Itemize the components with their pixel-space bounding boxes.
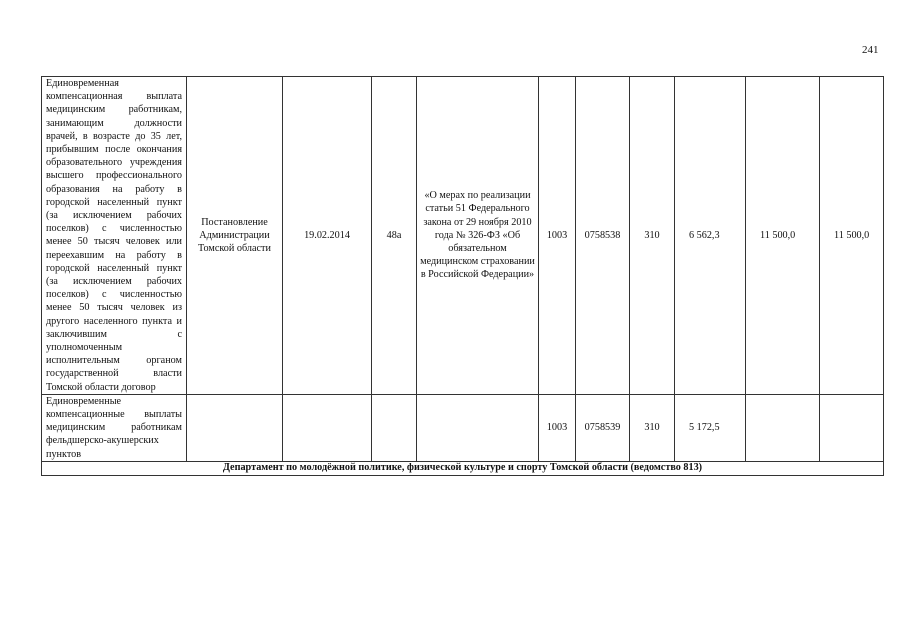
date-cell <box>283 394 372 461</box>
target-article-cell: 0758539 <box>576 394 630 461</box>
page-number: 241 <box>862 44 879 56</box>
sum3-cell: 11 500,0 <box>820 77 884 395</box>
expense-type-cell: 310 <box>630 77 675 395</box>
doc-title-cell: «О мерах по реализации статьи 51 Федерального закона от 29 ноября 2010 года № 326-ФЗ «Об обязательном медицинском страховании в Российской Федерации» <box>417 77 539 395</box>
description-cell: Единовременная компенсационная выплата медицинским работникам, занимающим должности врачей, в возрасте до 35 лет, прибывшим после окончания образовательного учреждения высшего профессионального образования на работу в городской населенный пункт (за исключением рабочих поселков) с численностью менее 50 тысяч человек или переехавшим на работу в городской населенный пункт (за исключением рабочих поселков) с численностью менее 50 тысяч человек из другого населенного пункта и заключившим с уполномоченным исполнительным органом государственной власти Томской области договор <box>42 77 187 395</box>
doc-type-cell: Постановление Администрации Томской области <box>187 77 283 395</box>
department-header: Департамент по молодёжной политике, физической культуре и спорту Томской области (ведомство 813) <box>42 461 884 475</box>
date-cell: 19.02.2014 <box>283 77 372 395</box>
doc-title-cell <box>417 394 539 461</box>
budget-table <box>41 76 884 476</box>
doc-number-cell: 48а <box>372 77 417 395</box>
expense-type-cell: 310 <box>630 394 675 461</box>
department-row <box>42 461 884 475</box>
target-article-cell: 0758538 <box>576 77 630 395</box>
sum3-cell <box>820 394 884 461</box>
section-cell: 1003 <box>539 394 576 461</box>
section-cell: 1003 <box>539 77 576 395</box>
table-row <box>42 77 884 395</box>
sum2-cell <box>746 394 820 461</box>
sum1-cell: 6 562,3 <box>675 77 746 395</box>
description-cell: Единовременные компенсационные выплаты медицинским работникам фельдшерско-акушерских пунктов <box>42 394 187 461</box>
sum2-cell: 11 500,0 <box>746 77 820 395</box>
table-row <box>42 394 884 461</box>
doc-type-cell <box>187 394 283 461</box>
sum1-cell: 5 172,5 <box>675 394 746 461</box>
doc-number-cell <box>372 394 417 461</box>
